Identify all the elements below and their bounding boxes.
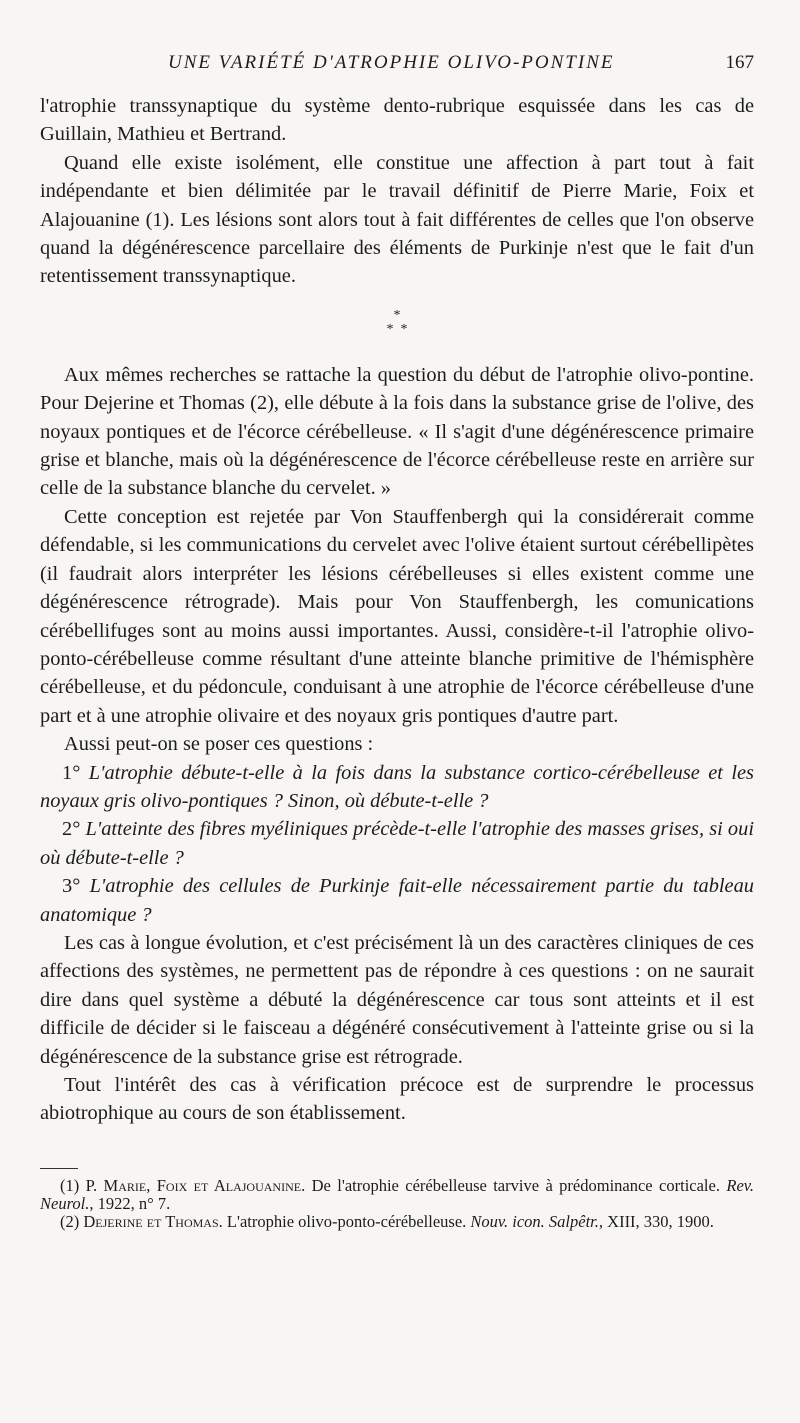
paragraph: l'atrophie transsynaptique du système dento-rubrique esquissée dans les cas de Guillain, Mathieu et Bertrand. xyxy=(40,95,754,146)
footnote-journal: Nouv. icon. Salpêtr. xyxy=(470,1211,599,1231)
footnote xyxy=(40,1177,754,1213)
paragraph: Aussi peut-on se poser ces questions : xyxy=(64,733,374,756)
footnote-rest: , 1922, n° 7. xyxy=(89,1193,171,1213)
question-number: 3° xyxy=(62,875,81,898)
question-item xyxy=(40,759,754,816)
footnote-authors: Dejerine et Thomas. xyxy=(83,1211,223,1231)
footnotes xyxy=(40,1177,754,1231)
footnote-mark: (2) xyxy=(60,1211,80,1231)
running-title: UNE VARIÉTÉ D'ATROPHIE OLIVO-PONTINE xyxy=(168,52,615,73)
paragraph: Quand elle existe isolément, elle constitue une affection à part tout à fait indépendante et bien délimitée par le travail définitif de Pierre Marie, Foix et Alajouanine (1). Les lésions sont alors tout à fait différentes de celles que l'on observe quand la dégénérescence parcellaire des éléments de Purkinje n'est que le fait d'un retentissement transsynaptique. xyxy=(40,151,754,288)
footnote-rest: , XIII, 330, 1900. xyxy=(598,1211,714,1231)
footnote-mark: (1) xyxy=(60,1175,80,1195)
section-separator: * * * xyxy=(386,307,408,337)
page-header xyxy=(40,52,754,82)
body-text xyxy=(40,92,754,1128)
question-number: 2° xyxy=(62,818,81,841)
page xyxy=(40,52,754,1231)
footnote xyxy=(40,1213,754,1231)
paragraph: Cette conception est rejetée par Von Stauffenbergh qui la considérerait comme défendable, si les communications du cervelet avec l'olive étaient surtout cérébellipètes (il faudrait alors interpréter les lésions cérébelleuses si elles existent comme une dégénérescence rétrograde). Mais pour Von Stauffenbergh, les comunications cérébellifuges sont au moins aussi importantes. Aussi, considère-t-il l'atrophie olivo-ponto-cérébelleuse comme résultant d'une atteinte blanche primitive de l'hémisphère cérébelleuse, et du pédoncule, conduisant à une atrophie de l'écorce cérébelleuse d'une part et à une atrophie olivaire et des noyaux gris pontiques d'autre part. xyxy=(40,505,754,727)
question-text: L'atrophie débute-t-elle à la fois dans la substance cortico-cérébelleuse et les noyaux gris olivo-pontiques ? Sinon, où débute-t-elle ? xyxy=(40,761,754,812)
paragraph: Tout l'intérêt des cas à vérification précoce est de surprendre le processus abiotrophique au cours de son établissement. xyxy=(40,1074,754,1125)
page-number: 167 xyxy=(725,52,754,73)
paragraph: Aux mêmes recherches se rattache la question du début de l'atrophie olivo-pontine. Pour Dejerine et Thomas (2), elle débute à la fois dans la substance grise de l'olive, des noyaux pontiques et de l'écorce cérébelleuse. « Il s'agit d'une dégénérescence primaire grise et blanche, mais où la dégénérescence de l'écorce cérébelleuse reste en arrière sur celle de la substance blanche du cervelet. » xyxy=(40,363,754,500)
question-item xyxy=(40,872,754,929)
footnote-journal: Rev. Neurol. xyxy=(40,1175,755,1213)
footnote-authors: P. Marie, Foix et Alajouanine. xyxy=(85,1175,306,1195)
question-text: L'atteinte des fibres myéliniques précède-t-elle l'atrophie des masses grises, si oui où débute-t-elle ? xyxy=(40,818,754,869)
footnote-title: De l'atrophie cérébelleuse tarvive à prédominance corticale. xyxy=(305,1175,727,1195)
question-item xyxy=(40,815,754,872)
footnote-title: L'atrophie olivo-ponto-cérébelleuse. xyxy=(222,1211,471,1231)
paragraph: Les cas à longue évolution, et c'est précisément là un des caractères cliniques de ces affections des systèmes, ne permettent pas de répondre à ces questions : on ne saurait dire dans quel système a débuté la dégénérescence car tous sont atteints et il est difficile de décider si le faisceau a dégénéré consécutivement à l'atteinte grise ou si la dégénérescence de la substance grise est rétrograde. xyxy=(40,931,754,1068)
question-number: 1° xyxy=(62,761,81,784)
footnote-divider xyxy=(40,1168,78,1169)
question-text: L'atrophie des cellules de Purkinje fait-elle nécessairement partie du tableau anatomique ? xyxy=(40,875,754,926)
